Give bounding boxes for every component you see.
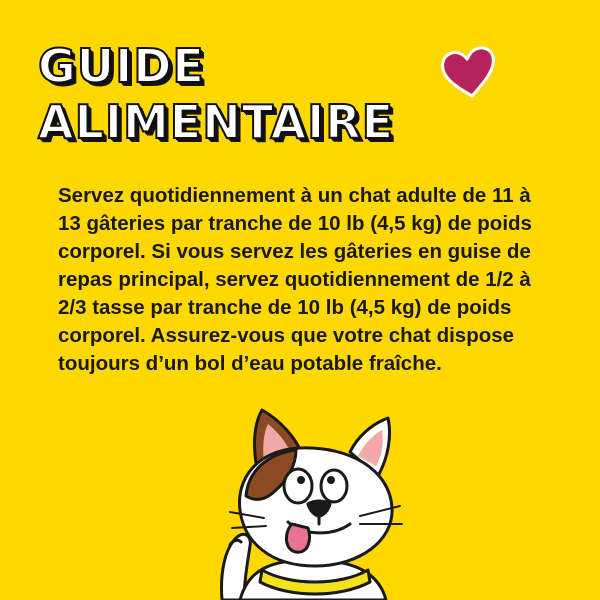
page-title [38,38,394,150]
title-line-1: GUIDE [38,39,205,93]
heart-icon [438,44,500,102]
cat-mascot-illustration [200,400,430,600]
feeding-instructions: Servez quotidiennement à un chat adulte de 11 à 13 gâteries par tranche de 10 lb (4,5 kg) de poids corporel. Si vous servez les gâteries en guise de repas principal, servez quotidiennement de 1/2 à 2/3 tasse par tranche de 10 lb (4,5 kg) de poids corporel. Assurez-vous que votre chat dispose toujours d’un bol d’eau potable fraîche. [58,184,532,375]
title-line-2: ALIMENTAIRE [38,95,395,149]
